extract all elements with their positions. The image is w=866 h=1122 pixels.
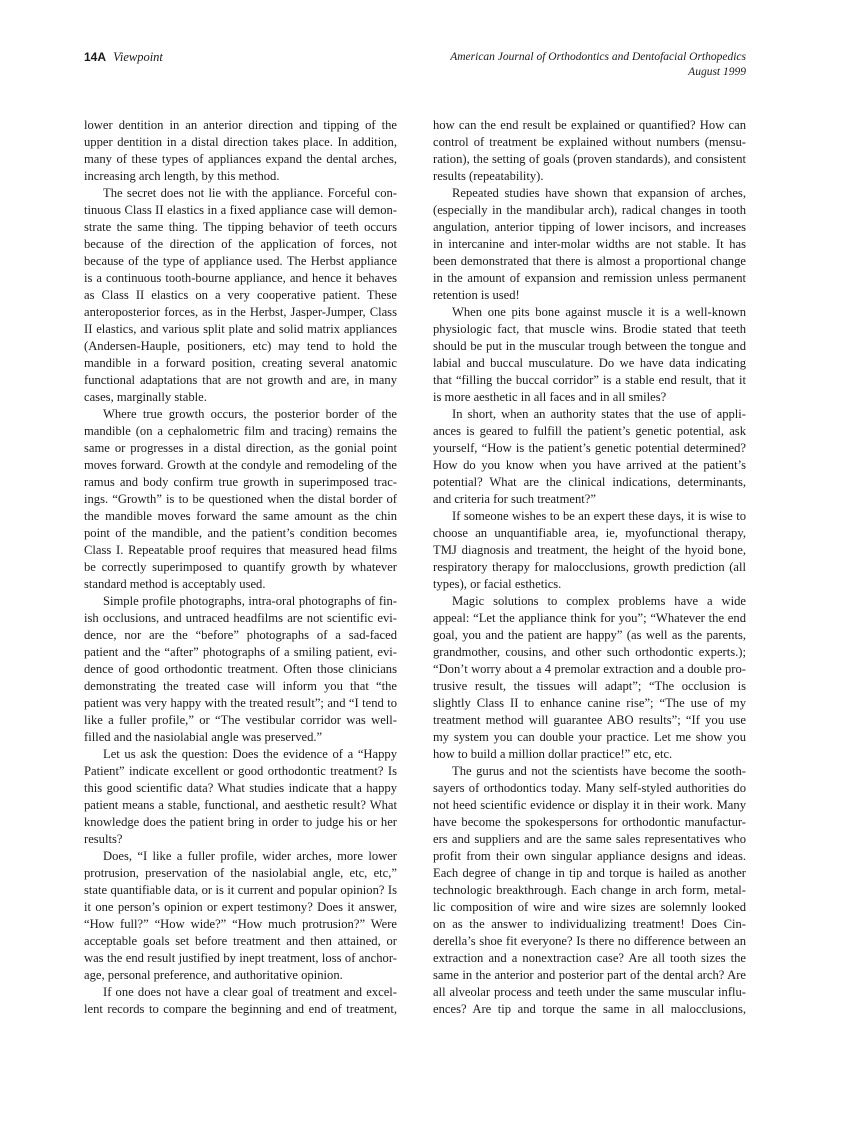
text-line: age, personal preference, and authoritative opinion. [84,968,343,982]
text-line: it one person’s opinion or expert testimony? Does it answer, [84,900,397,914]
text-line: Let us ask the question: Does the evidence of a “Happy [103,747,397,761]
paragraph [84,593,397,746]
running-header-left [84,50,163,65]
paragraph [84,406,397,593]
text-line: protrusion, preservation of the nasiolabial angle, etc, etc,” [84,866,397,880]
text-line: profit from their own singular appliance designs and ideas. [433,849,746,863]
text-line: on as the answer to individualizing treatment! Does Cin- [433,917,746,931]
section-title: Viewpoint [113,50,163,64]
text-line: patient was very happy with the treated result”; and “I tend to [84,696,397,710]
text-line: point of the mandible, and the patient’s condition becomes [84,526,397,540]
text-line: like a fuller profile,” or “The vestibular corridor was well- [84,713,397,727]
text-line: lower dentition in an anterior direction and tipping of the [84,118,397,132]
text-line: types), or facial esthetics. [433,577,562,591]
text-line: the mandible moves forward the same amount as the chin [84,509,397,523]
text-line: dence of good orthodontic treatment. Often those clinicians [84,662,397,676]
text-column-left [84,117,397,1018]
paragraph [433,593,746,763]
text-line: patient and the “after” photographs of a smiling patient, evi- [84,645,397,659]
text-line: because of the direction of the application of forces, not [84,237,397,251]
paragraph [84,984,397,1018]
paragraph [84,185,397,406]
text-line: how to build a million dollar practice!” etc, etc. [433,747,673,761]
text-line: extraction and a nonextraction case? Are all tooth sizes the [433,951,746,965]
text-line: II elastics, and various split plate and solid matrix appliances [84,322,397,336]
paragraph [84,117,397,185]
text-line: trusive result, the tissues will adapt”; “The occlusion is [433,679,746,693]
text-line: (especially in the mandibular arch), radical changes in tooth [433,203,746,217]
running-header-right [450,50,746,80]
text-line: same or progresses in a distal direction, as the gonial point [84,441,397,455]
text-line: “Don’t worry about a 4 premolar extraction and a double pro- [433,662,746,676]
text-line: ances is geared to fulfill the patient’s genetic potential, ask [433,424,746,438]
text-line: is more aesthetic in all faces and in all smiles? [433,390,667,404]
text-line: strate the same thing. The tipping behavior of teeth occurs [84,220,397,234]
text-line: is a continuous tooth-bourne appliance, and hence it behaves [84,271,397,285]
text-line: Magic solutions to complex problems have a wide [452,594,746,608]
page-number: 14A [84,50,107,64]
text-line: functional adaptations that are not growth and are, in many [84,373,397,387]
text-line: In short, when an authority states that the use of appli- [452,407,746,421]
text-line: yourself, “How is the patient’s genetic potential determined? [433,441,746,455]
text-line: this good scientific data? What studies indicate that a happy [84,781,397,795]
text-line: mandible in a forward position, creating several anatomic [84,356,397,370]
text-line: filled and the nasiolabial angle was preserved.” [84,730,323,744]
text-line: sayers of orthodontics today. Many self-styled authorities do [433,781,746,795]
text-line: appeal: “Let the appliance think for you”; “Whatever the end [433,611,746,625]
text-line: increasing arch length, by this method. [84,169,280,183]
text-line: physiologic fact, that muscle wins. Brodie stated that teeth [433,322,746,336]
text-line: should be put in the muscular trough between the tongue and [433,339,746,353]
text-line: ers and suppliers and are the same sales representatives who [433,832,746,846]
text-line: labial and buccal musculature. Do we have data indicating [433,356,746,370]
text-line: potential? What are the clinical indications, determinants, [433,475,746,489]
text-line: upper dentition in a distal direction takes place. In addition, [84,135,397,149]
text-line: angulation, anterior tipping of lower incisors, and increases [433,220,746,234]
paragraph [433,763,746,1018]
text-line: dence, nor are the “before” photographs of a sad-faced [84,628,397,642]
paragraph [84,746,397,848]
text-line: be correctly superimposed to quantify growth by whatever [84,560,397,574]
text-line: goal, you and the patient are happy” (as well as the parents, [433,628,746,642]
text-line: results? [84,832,123,846]
text-line: If someone wishes to be an expert these days, it is wise to [452,509,746,523]
text-line: control of treatment be explained without numbers (mensu- [433,135,746,149]
text-line: retention is used! [433,288,520,302]
paragraph [433,185,746,304]
text-line: TMJ diagnosis and treatment, the height of the hyoid bone, [433,543,746,557]
text-line: Simple profile photographs, intra-oral photographs of fin- [103,594,397,608]
text-line: ramus and body confirm true growth in superimposed trac- [84,475,397,489]
text-line: acceptable goals set before treatment and then attained, or [84,934,397,948]
text-line: How do you know when you have arrived at the patient’s [433,458,746,472]
paragraph [433,406,746,508]
text-line: (Andersen-Hauple, positioners, etc) may tend to hold the [84,339,397,353]
text-line: Repeated studies have shown that expansion of arches, [452,186,746,200]
text-line: and criteria for such treatment?” [433,492,596,506]
text-line: results (repeatability). [433,169,544,183]
journal-title: American Journal of Orthodontics and Dentofacial Orthopedics [450,51,746,63]
paragraph [433,117,746,185]
text-line: derella’s shoe fit everyone? Is there no difference between an [433,934,746,948]
text-line: “How full?” “How wide?” “How much protrusion?” Were [84,917,397,931]
text-line: The gurus and not the scientists have become the sooth- [452,764,746,778]
text-line: been demonstrated that there is almost a proportional change [433,254,746,268]
text-line: knowledge does the patient bring in order to judge his or her [84,815,397,829]
text-line: grandmother, cousins, and other such orthodontic experts.); [433,645,746,659]
text-line: treatment method will guarantee ABO results”; “If you use [433,713,746,727]
text-line: cases, marginally stable. [84,390,207,404]
text-line: choose an unquantifiable area, ie, myofunctional therapy, [433,526,746,540]
text-line: my system you can double your practice. Let me show you [433,730,746,744]
text-line: slightly Class II to enhance canine rise”; “The use of my [433,696,746,710]
text-line: moves forward. Growth at the condyle and remodeling of the [84,458,397,472]
text-line: not heed scientific evidence or display it in their work. Many [433,798,746,812]
text-line: because of the type of appliance used. The Herbst appliance [84,254,397,268]
text-line: how can the end result be explained or quantified? How can [433,118,746,132]
text-line: that “filling the buccal corridor” is a stable end result, that it [433,373,746,387]
text-line: as Class II elastics on a very cooperative patient. These [84,288,397,302]
text-line: Each degree of change in tip and torque is hailed as another [433,866,746,880]
text-line: was the end result justified by inept treatment, loss of anchor- [84,951,397,965]
text-line: have become the spokespersons for orthodontic manufactur- [433,815,746,829]
text-line: demonstrating the treated case will inform you that “the [84,679,397,693]
text-line: many of these types of appliances expand the dental arches, [84,152,397,166]
paragraph [84,848,397,984]
issue-date: August 1999 [688,66,746,78]
text-line: Patient” indicate excellent or good orthodontic treatment? Is [84,764,397,778]
text-line: tinuous Class II elastics in a fixed appliance case will demon- [84,203,397,217]
text-line: ences? Are tip and torque the same in all malocclusions, [433,1002,746,1016]
text-line: Where true growth occurs, the posterior border of the [103,407,397,421]
text-line: state quantifiable data, or is it current and popular opinion? Is [84,883,397,897]
text-line: respiratory therapy for malocclusions, growth prediction (all [433,560,746,574]
text-line: same in the anterior and posterior part of the dental arch? Are [433,968,746,982]
text-line: in intercanine and inter-molar widths are not stable. It has [433,237,746,251]
text-line: Class I. Repeatable proof requires that measured head films [84,543,397,557]
text-line: lent records to compare the beginning and end of treatment, [84,1002,397,1016]
text-line: The secret does not lie with the appliance. Forceful con- [103,186,397,200]
text-line: ish occlusions, and untraced headfilms are not scientific evi- [84,611,397,625]
text-line: lic composition of wire and wire sizes are solemnly looked [433,900,746,914]
text-line: technologic breakthrough. Each change in arch form, metal- [433,883,746,897]
text-line: ration), the setting of goals (proven standards), and consistent [433,152,746,166]
text-line: When one pits bone against muscle it is a well-known [452,305,746,319]
text-line: ings. “Growth” is to be questioned when the distal border of [84,492,397,506]
text-line: patient means a stable, functional, and aesthetic result? What [84,798,397,812]
text-line: If one does not have a clear goal of treatment and excel- [103,985,397,999]
text-line: in the amount of expansion and remission unless permanent [433,271,746,285]
paragraph [433,304,746,406]
text-line: mandible (on a cephalometric film and tracing) remains the [84,424,397,438]
text-line: Does, “I like a fuller profile, wider arches, more lower [103,849,397,863]
text-line: all alveolar process and teeth under the same muscular influ- [433,985,746,999]
paragraph [433,508,746,593]
text-line: standard method is acceptably used. [84,577,266,591]
text-line: anteroposterior forces, as in the Herbst, Jasper-Jumper, Class [84,305,397,319]
text-column-right [433,117,746,1018]
